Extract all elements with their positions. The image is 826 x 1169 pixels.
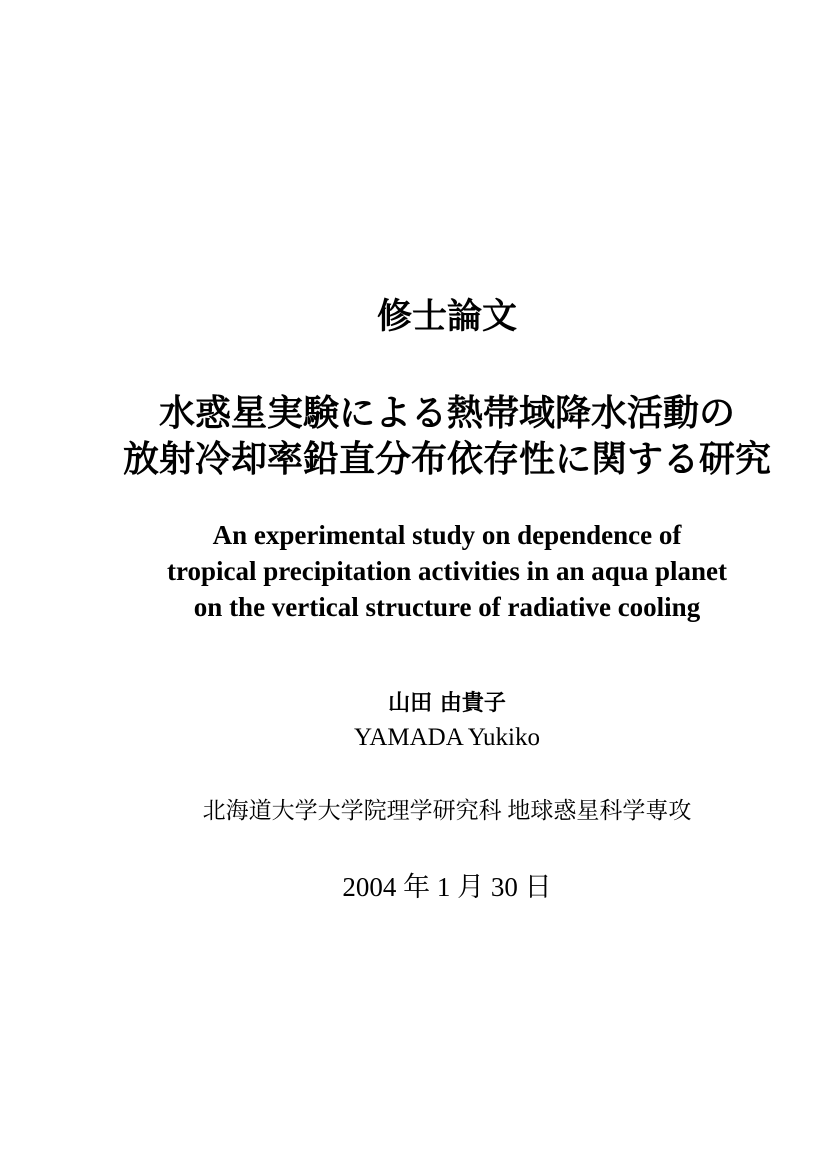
thesis-title-english [68, 517, 826, 625]
thesis-title-japanese [68, 391, 826, 483]
thesis-title-japanese-line1: 水惑星実験による熱帯域降水活動の [158, 393, 735, 434]
thesis-title-english-line2: tropical precipitation activities in an aqua planet [166, 556, 728, 586]
author-name-english: YAMADA Yukiko [354, 724, 540, 752]
thesis-title-english-line3: on the vertical structure of radiative cooling [193, 592, 701, 622]
thesis-title-japanese-line2: 放射冷却率鉛直分布依存性に関する研究 [122, 439, 771, 480]
thesis-title-english-line1: An experimental study on dependence of [212, 520, 682, 550]
submission-date: 2004 年 1 月 30 日 [342, 871, 552, 902]
affiliation: 北海道大学大学院理学研究科 地球惑星科学専攻 [202, 798, 692, 824]
author-name-japanese: 山田 由貴子 [388, 691, 506, 716]
document-type-label: 修士論文 [376, 297, 517, 337]
title-page-content [68, 0, 826, 903]
